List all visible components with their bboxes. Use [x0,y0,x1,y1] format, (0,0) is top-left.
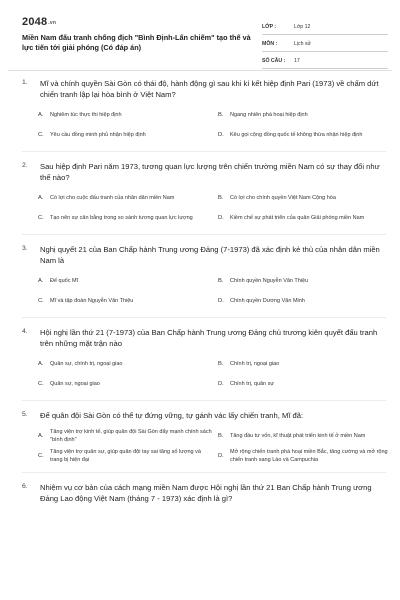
question-number: 4. [22,328,28,335]
question-text: Nhiệm vụ cơ bản của cách mạng miền Nam được Hội nghị lần thứ 21 Ban Chấp hành Trung ương Đảng Lao động Việt Nam (tháng 7 - 1973) xác định là gì? [40,483,372,503]
option-text: Chính trị, ngoại giao [230,361,280,367]
option-text: Có lợi cho chính quyền Việt Nam Cộng hòa [230,195,336,201]
meta-info [262,20,388,71]
option-letter: B. [218,195,224,201]
option-letter: B. [218,112,224,118]
option-text: Nghiêm túc thực thi hiệp định [50,112,122,118]
option-a[interactable] [38,106,212,124]
header-divider [8,70,392,71]
logo-text: 2048 [22,16,48,28]
option-d[interactable] [218,126,392,144]
question-head [22,410,386,421]
question-text: Mĩ và chính quyền Sài Gòn có thái độ, hành động gì sau khi kí kết hiệp định Pari (1973) về chấm dứt chiến tranh lập lại hòa bình ở Việt Nam? [40,79,379,99]
option-letter: A. [38,112,44,118]
question-number: 1. [22,79,28,86]
logo-suffix: .vn [48,20,57,26]
question-6 [22,482,386,511]
answer-options [22,106,386,144]
answer-options [22,272,386,310]
option-d[interactable] [218,209,392,227]
option-letter: D. [218,215,224,221]
option-letter: B. [218,361,224,367]
option-a[interactable] [38,427,212,445]
option-text: Tăng viện trợ kinh tế, giúp quân đội Sài Gòn đẩy mạnh chính sách "bình định" [50,429,212,443]
question-head [22,244,386,266]
meta-count-value: 17 [294,58,300,64]
option-c[interactable] [38,209,212,227]
option-a[interactable] [38,272,212,290]
meta-class-row [262,20,388,35]
meta-count-label: SỐ CÂU : [262,58,286,64]
option-text: Chính quyền Dương Văn Minh [230,298,305,304]
option-letter: C. [38,381,44,387]
option-letter: D. [218,132,224,138]
question-number: 2. [22,162,28,169]
option-text: Tăng đầu tư vốn, kĩ thuật phát triển kinh tế ở miền Nam [230,433,366,439]
answer-options [22,189,386,227]
question-4 [22,327,386,401]
option-text: Kiềm chế sự phát triển của quân Giải phóng miền Nam [230,215,365,221]
option-letter: A. [38,278,44,284]
option-d[interactable] [218,447,392,465]
option-text: Tạo nên sự cân bằng trong so sánh tương quan lực lượng [50,215,193,221]
question-5 [22,410,386,473]
option-letter: C. [38,215,44,221]
option-text: Tăng viện trợ quân sự, giúp quân đội tay sai tăng số lượng và trang bị hiện đại [50,449,201,463]
option-letter: D. [218,381,224,387]
question-number: 6. [22,483,28,490]
question-2 [22,161,386,235]
option-text: Ngang nhiên phá hoại hiệp định [230,112,308,118]
option-d[interactable] [218,292,392,310]
option-c[interactable] [38,447,212,465]
option-b[interactable] [218,189,392,207]
question-text: Sau hiệp định Pari năm 1973, tương quan lực lượng trên chiến trường miền Nam có sự thay đổi như thế nào? [40,162,380,182]
option-c[interactable] [38,126,212,144]
question-text: Để quân đội Sài Gòn có thể tự đứng vững, tự gánh vác lấy chiến tranh, Mĩ đã: [40,411,304,420]
option-letter: A. [38,195,44,201]
option-text: Kêu gọi cộng đồng quốc tế không thừa nhận hiệp định [230,132,363,138]
option-text: Yêu cầu đồng minh phủ nhận hiệp định [50,132,146,138]
question-list [22,78,386,520]
meta-count-row [262,54,388,69]
meta-subject-label: MÔN : [262,41,278,47]
question-head [22,78,386,100]
option-b[interactable] [218,272,392,290]
option-letter: D. [218,298,224,304]
option-c[interactable] [38,375,212,393]
option-letter: B. [218,278,224,284]
question-head [22,327,386,349]
question-head [22,482,386,504]
option-a[interactable] [38,189,212,207]
question-number: 3. [22,245,28,252]
option-text: Quân sự, chính trị, ngoại giao [50,361,123,367]
question-text: Hội nghị lần thứ 21 (7-1973) của Ban Chấp hành Trung ương Đảng chủ trương kiên quyết đấu tranh trên những mặt trận nào [40,328,378,348]
option-letter: C. [38,453,44,459]
option-text: Chính trị, quân sự [230,381,275,387]
option-b[interactable] [218,355,392,373]
meta-subject-value: Lịch sử [294,41,312,47]
option-text: Mở rộng chiến tranh phá hoại miền Bắc, tăng cường và mở rộng chiến tranh sang Lào và Campuchia [230,449,388,463]
option-text: Có lợi cho cuộc đấu tranh của nhân dân miền Nam [50,195,175,201]
option-letter: C. [38,298,44,304]
option-letter: C. [38,132,44,138]
option-b[interactable] [218,106,392,124]
meta-class-label: LỚP : [262,24,277,30]
option-letter: B. [218,433,224,439]
option-letter: A. [38,433,44,439]
question-1 [22,78,386,152]
option-text: Quân sự, ngoại giao [50,381,100,387]
option-text: Đế quốc Mĩ [50,278,79,284]
question-text: Nghị quyết 21 của Ban Chấp hành Trung ương Đảng (7-1973) đã xác định kẻ thù của nhân dân miền Nam là [40,245,380,265]
option-text: Mĩ và tập đoàn Nguyễn Văn Thiệu [50,298,134,304]
document-header [8,8,392,62]
question-3 [22,244,386,318]
question-number: 5. [22,411,28,418]
site-logo[interactable] [22,16,56,28]
option-d[interactable] [218,375,392,393]
option-c[interactable] [38,292,212,310]
option-text: Chính quyền Nguyễn Văn Thiệu [230,278,309,284]
answer-options [22,427,386,465]
option-letter: D. [218,453,224,459]
option-a[interactable] [38,355,212,373]
option-letter: A. [38,361,44,367]
meta-class-value: Lớp 12 [294,24,311,30]
answer-options [22,355,386,393]
question-head [22,161,386,183]
option-b[interactable] [218,427,392,445]
document-title: Miền Nam đấu tranh chống địch "Bình Định-Lấn chiếm" tạo thế và lực tiến tới giải phóng (Có đáp án) [22,33,251,52]
meta-subject-row [262,37,388,52]
